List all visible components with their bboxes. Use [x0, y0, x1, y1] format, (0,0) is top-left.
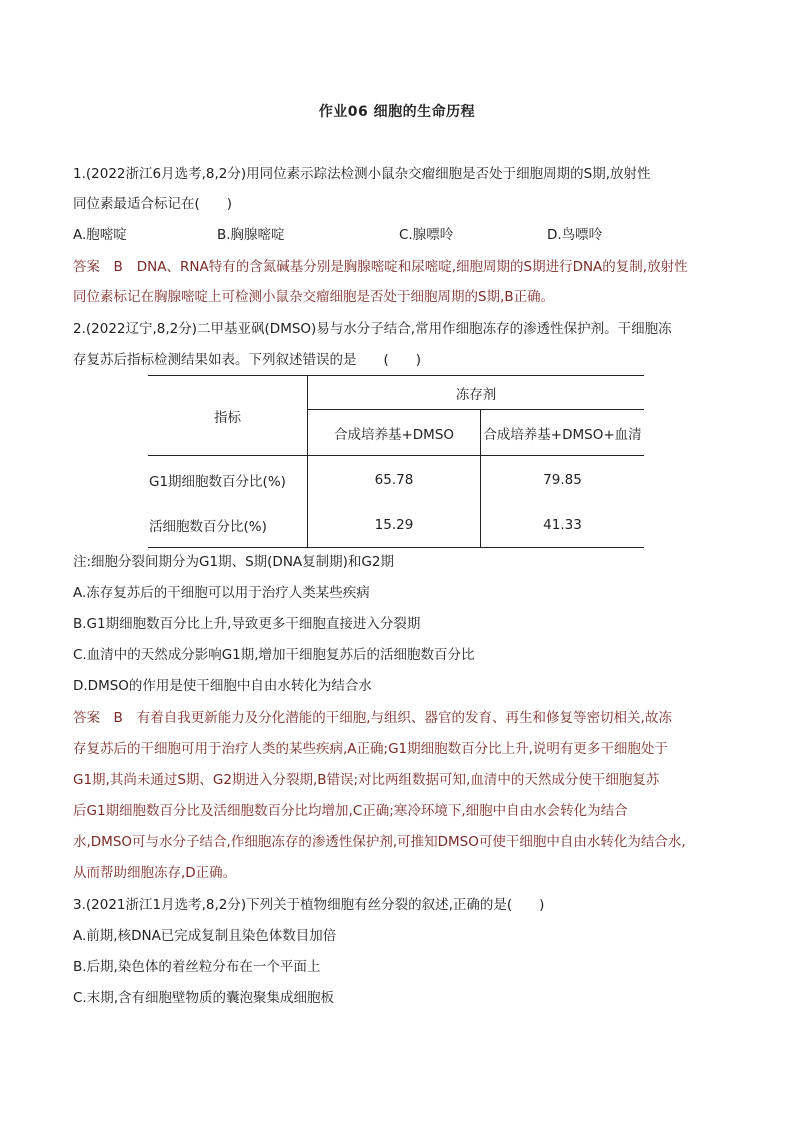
q2-option-c: C.血清中的天然成分影响G1期,增加干细胞复苏后的活细胞数百分比	[73, 647, 475, 663]
q3-stem: 3.(2021浙江1月选考,8,2分)下列关于植物细胞有丝分裂的叙述,正确的是( )	[73, 897, 545, 913]
q2-option-a: A.冻存复苏后的干细胞可以用于治疗人类某些疾病	[73, 585, 370, 601]
q2-answer-line2: 存复苏后的干细胞可用于治疗人类的某些疾病,A正确;G1期细胞数百分比上升,说明有更多干细胞处于	[73, 741, 668, 757]
q1-option-d: D.鸟嘌呤	[547, 227, 603, 243]
table-row-label: 活细胞数百分比(%)	[148, 504, 308, 548]
table-header-group: 冻存剂	[308, 376, 645, 410]
q3-option-b: B.后期,染色体的着丝粒分布在一个平面上	[73, 959, 321, 975]
q1-option-a: A.胞嘧啶	[73, 227, 127, 243]
data-table	[148, 375, 644, 548]
table-row-label: G1期细胞数百分比(%)	[148, 456, 308, 504]
q1-option-c: C.腺嘌呤	[399, 227, 454, 243]
q1-answer-label: 答案 B	[73, 259, 123, 275]
q1-options	[73, 225, 733, 245]
q1-answer-line1	[73, 257, 688, 277]
table-header-col2: 合成培养基+DMSO+血清	[483, 426, 642, 443]
q2-stem-line2: 存复苏后指标检测结果如表。下列叙述错误的是 ( )	[73, 352, 422, 368]
q3-option-a: A.前期,核DNA已完成复制且染色体数目加倍	[73, 928, 337, 944]
table-cell: 65.78	[308, 456, 481, 504]
q2-option-b: B.G1期细胞数百分比上升,导致更多干细胞直接进入分裂期	[73, 616, 421, 632]
q2-note: 注:细胞分裂间期分为G1期、S期(DNA复制期)和G2期	[73, 554, 394, 570]
table-cell: 79.85	[481, 456, 645, 504]
table-cell: 15.29	[308, 504, 481, 548]
table-header-index: 指标	[148, 376, 308, 456]
q2-answer-line4: 后G1期细胞数百分比及活细胞数百分比均增加,C正确;寒冷环境下,细胞中自由水会转化为结合	[73, 803, 628, 819]
table-cell: 41.33	[481, 504, 645, 548]
page-title: 作业06 细胞的生命历程	[318, 104, 476, 120]
q2-answer-line6: 从而帮助细胞冻存,D正确。	[73, 865, 237, 881]
q1-stem-line1: 1.(2022浙江6月选考,8,2分)用同位素示踪法检测小鼠杂交瘤细胞是否处于细胞周期的S期,放射性	[73, 166, 651, 182]
q3-option-c: C.末期,含有细胞壁物质的囊泡聚集成细胞板	[73, 990, 335, 1006]
q2-answer-line5: 水,DMSO可与水分子结合,作细胞冻存的渗透性保护剂,可推知DMSO可使干细胞中自由水转化为结合水,	[73, 834, 686, 850]
q2-answer-text: 有着自我更新能力及分化潜能的干细胞,与组织、器官的发育、再生和修复等密切相关,故冻	[136, 710, 672, 726]
q1-stem-line2: 同位素最适合标记在( )	[73, 196, 233, 212]
q1-answer-text: DNA、RNA特有的含氮碱基分别是胸腺嘧啶和尿嘧啶,细胞周期的S期进行DNA的复制,放射性	[136, 259, 688, 275]
q2-option-d: D.DMSO的作用是使干细胞中自由水转化为结合水	[73, 678, 372, 694]
q1-answer-line2: 同位素标记在胸腺嘧啶上可检测小鼠杂交瘤细胞是否处于细胞周期的S期,B正确。	[73, 289, 555, 305]
q2-stem-line1: 2.(2022辽宁,8,2分)二甲基亚砜(DMSO)易与水分子结合,常用作细胞冻存的渗透性保护剂。干细胞冻	[73, 321, 672, 337]
q1-option-b: B.胸腺嘧啶	[217, 227, 285, 243]
q2-answer-line1	[73, 708, 672, 728]
q2-answer-label: 答案 B	[73, 710, 123, 726]
table-header-col1: 合成培养基+DMSO	[308, 410, 481, 456]
q2-answer-line3: G1期,其尚未通过S期、G2期进入分裂期,B错误;对比两组数据可知,血清中的天然成分使干细胞复苏	[73, 772, 660, 788]
